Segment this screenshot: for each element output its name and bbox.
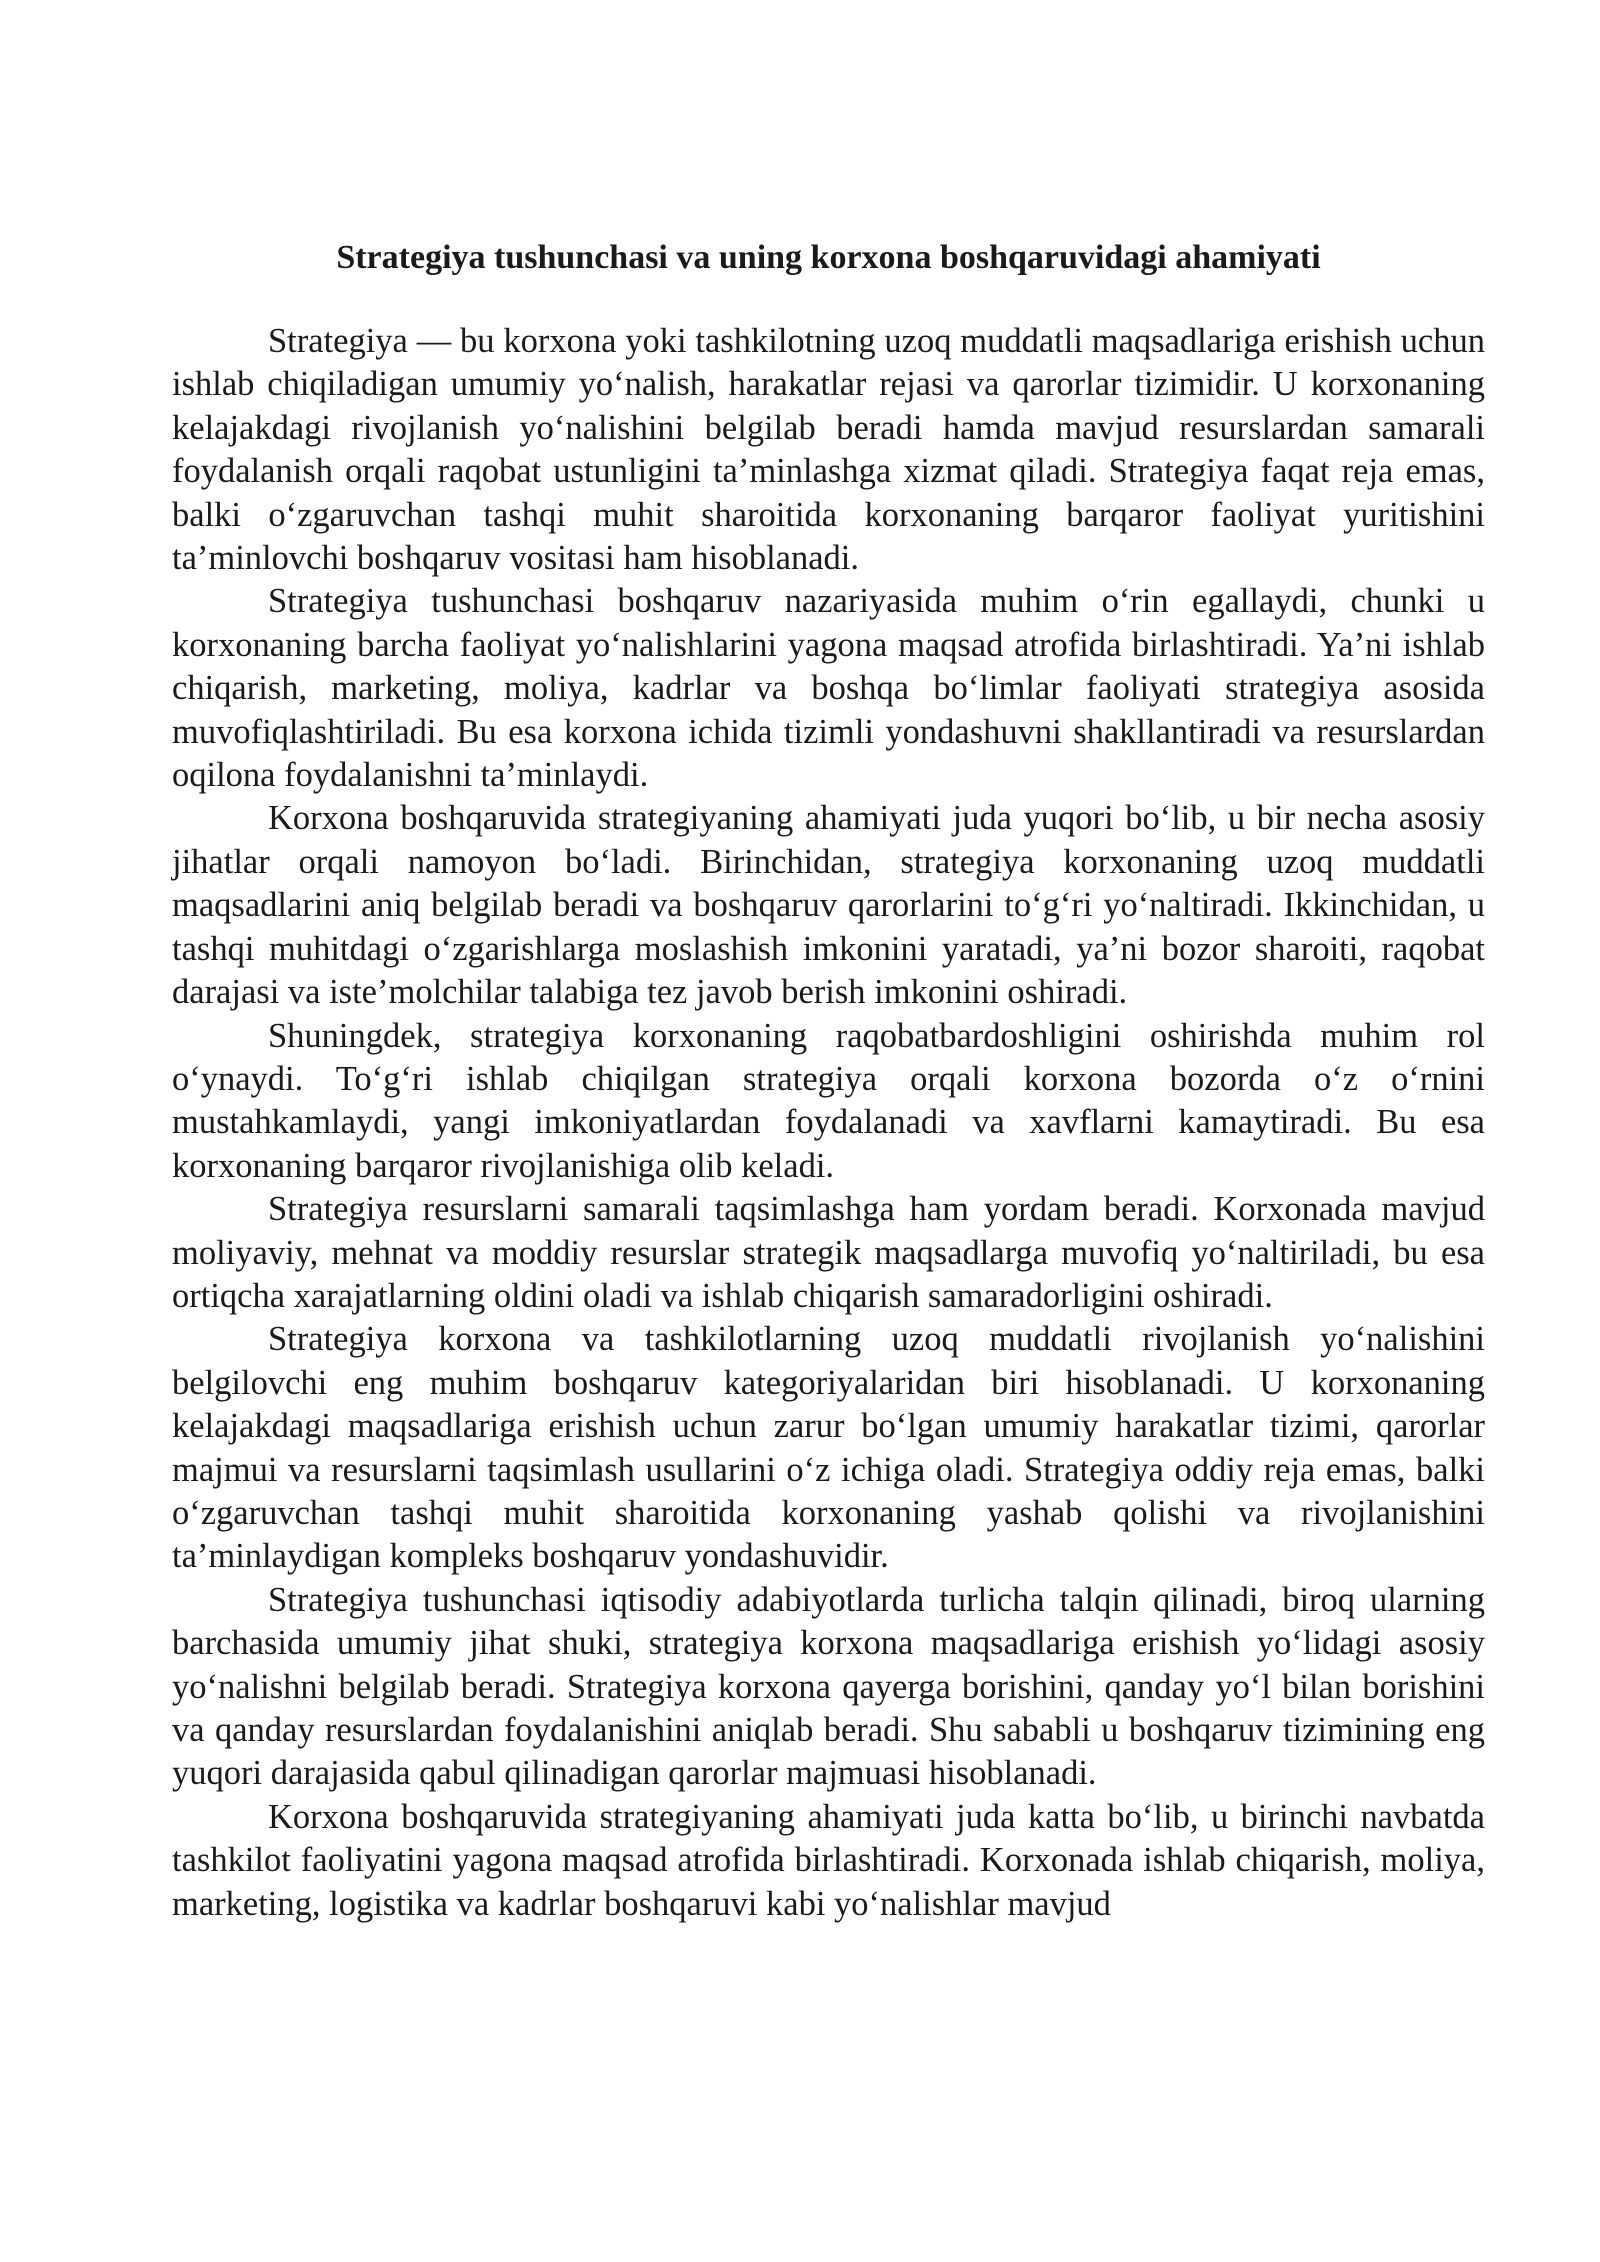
paragraph: Strategiya tushunchasi iqtisodiy adabiyotlarda turlicha talqin qilinadi, biroq ularning barchasida umumiy jihat shuki, strategiya korxona maqsadlariga erishish yo‘lidagi asosiy yo‘nalishni belgilab beradi. Strategiya korxona qayerga borishini, qanday yo‘l bilan borishini va qanday resurslardan foydalanishini aniqlab beradi. Shu sababli u boshqaruv tizimining eng yuqori darajasida qabul qilinadigan qarorlar majmuasi hisoblanadi.: [172, 1580, 1485, 1793]
paragraph: Shuningdek, strategiya korxonaning raqobatbardoshligini oshirishda muhim rol o‘ynaydi. To‘g‘ri ishlab chiqilgan strategiya orqali korxona bozorda o‘z o‘rnini mustahkamlaydi, yangi imkoniyatlardan foydalanadi va xavflarni kamaytiradi. Bu esa korxonaning barqaror rivojlanishiga olib keladi.: [172, 1016, 1485, 1185]
paragraph: Strategiya korxona va tashkilotlarning uzoq muddatli rivojlanish yo‘nalishini belgilovchi eng muhim boshqaruv kategoriyalaridan biri hisoblanadi. U korxonaning kelajakdagi maqsadlariga erishish uchun zarur bo‘lgan umumiy harakatlar tizimi, qarorlar majmui va resurslarni taqsimlash usullarini o‘z ichiga oladi. Strategiya oddiy reja emas, balki o‘zgaruvchan tashqi muhit sharoitida korxonaning yashab qolishi va rivojlanishini ta’minlaydigan kompleks boshqaruv yondashuvidir.: [172, 1320, 1485, 1576]
paragraph: Korxona boshqaruvida strategiyaning ahamiyati juda yuqori bo‘lib, u bir necha asosiy jihatlar orqali namoyon bo‘ladi. Birinchidan, strategiya korxonaning uzoq muddatli maqsadlarini aniq belgilab beradi va boshqaruv qarorlarini to‘g‘ri yo‘naltiradi. Ikkinchidan, u tashqi muhitdagi o‘zgarishlarga moslashish imkonini yaratadi, ya’ni bozor sharoiti, raqobat darajasi va iste’molchilar talabiga tez javob berish imkonini oshiradi.: [172, 799, 1485, 1012]
paragraph: Strategiya — bu korxona yoki tashkilotning uzoq muddatli maqsadlariga erishish uchun ishlab chiqiladigan umumiy yo‘nalish, harakatlar rejasi va qarorlar tizimidir. U korxonaning kelajakdagi rivojlanish yo‘nalishini belgilab beradi hamda mavjud resurslardan samarali foydalanish orqali raqobat ustunligini ta’minlashga xizmat qiladi. Strategiya faqat reja emas, balki o‘zgaruvchan tashqi muhit sharoitida korxonaning barqaror faoliyat yuritishini ta’minlovchi boshqaruv vositasi ham hisoblanadi.: [172, 322, 1485, 578]
paragraph-last: Korxona boshqaruvida strategiyaning ahamiyati juda katta bo‘lib, u birinchi navbatda tashkilot faoliyatini yagona maqsad atrofida birlashtiradi. Korxonada ishlab chiqarish, moliya, marketing, logistika va kadrlar boshqaruvi kabi yo‘nalishlar mavjud: [172, 1797, 1485, 1923]
document-body: [172, 320, 1485, 1926]
paragraph: Strategiya tushunchasi boshqaruv nazariyasida muhim o‘rin egallaydi, chunki u korxonaning barcha faoliyat yo‘nalishlarini yagona maqsad atrofida birlashtiradi. Ya’ni ishlab chiqarish, marketing, moliya, kadrlar va boshqa bo‘limlar faoliyati strategiya asosida muvofiqlashtiriladi. Bu esa korxona ichida tizimli yondashuvni shakllantiradi va resurslardan oqilona foydalanishni ta’minlaydi.: [172, 582, 1485, 795]
paragraph: Strategiya resurslarni samarali taqsimlashga ham yordam beradi. Korxonada mavjud moliyaviy, mehnat va moddiy resurslar strategik maqsadlarga muvofiq yo‘naltiriladi, bu esa ortiqcha xarajatlarning oldini oladi va ishlab chiqarish samaradorligini oshiradi.: [172, 1190, 1485, 1315]
document-title: Strategiya tushunchasi va uning korxona boshqaruvidagi ahamiyati: [336, 239, 1321, 276]
